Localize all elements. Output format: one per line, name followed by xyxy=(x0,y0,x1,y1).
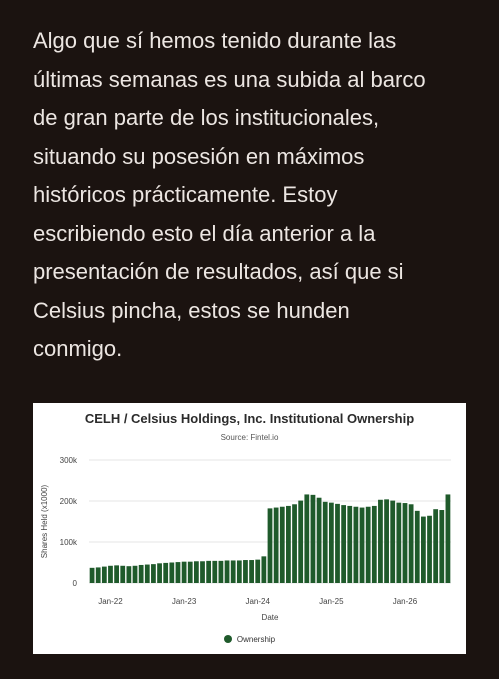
bar xyxy=(304,494,309,583)
post-line: Celsius pincha, estos se hunden xyxy=(33,297,350,323)
chart-title: CELH / Celsius Holdings, Inc. Institutional Ownership xyxy=(84,411,415,426)
bar xyxy=(157,563,162,583)
y-tick-label: 100k xyxy=(59,538,77,547)
bar xyxy=(133,566,138,583)
bar xyxy=(274,508,279,583)
bar xyxy=(360,508,365,583)
bar xyxy=(145,565,150,583)
bar xyxy=(439,510,444,583)
bar xyxy=(169,563,174,584)
bar xyxy=(268,508,273,583)
post-line: presentación de resultados, así que si xyxy=(33,259,404,284)
bar xyxy=(163,563,168,583)
post-text xyxy=(33,22,473,369)
legend-swatch xyxy=(224,635,232,643)
chart-image[interactable] xyxy=(33,403,466,654)
post-line: conmigo. xyxy=(33,336,123,361)
bar xyxy=(126,566,131,583)
bar xyxy=(255,560,260,583)
bar xyxy=(317,498,322,583)
post-line: Algo que sí hemos tenido durante las xyxy=(33,28,397,53)
bar xyxy=(415,511,420,583)
bar xyxy=(329,503,334,583)
x-tick-label: Jan-24 xyxy=(245,597,270,606)
bar xyxy=(237,560,242,583)
bar xyxy=(396,503,401,583)
bar xyxy=(335,504,340,583)
bar xyxy=(292,504,297,583)
bar xyxy=(403,503,408,583)
post-line: situando su posesión en máximos xyxy=(33,143,365,169)
bar xyxy=(354,507,359,583)
x-tick-label: Jan-22 xyxy=(98,597,123,606)
x-tick-label: Jan-25 xyxy=(319,597,344,606)
bar xyxy=(446,494,451,583)
bar xyxy=(231,560,236,583)
bar xyxy=(151,564,156,583)
bar xyxy=(427,516,432,583)
bar xyxy=(421,517,426,583)
x-tick-label: Jan-23 xyxy=(171,597,197,606)
bar xyxy=(433,509,438,583)
chart-subtitle: Source: Fintel.io xyxy=(220,433,279,442)
bar xyxy=(182,562,187,583)
y-tick-label: 300k xyxy=(59,456,77,465)
bar xyxy=(249,560,254,583)
bar xyxy=(176,562,181,583)
bar xyxy=(347,506,352,583)
post-line: de gran parte de los institucionales, xyxy=(33,105,380,130)
bar xyxy=(280,507,285,583)
bar xyxy=(188,562,193,583)
bar xyxy=(114,565,119,583)
bar xyxy=(200,561,205,583)
bar xyxy=(225,560,230,583)
bar xyxy=(390,501,395,583)
bar xyxy=(341,505,346,583)
bar xyxy=(409,504,414,583)
y-tick-label: 200k xyxy=(59,497,77,506)
bar xyxy=(212,561,217,583)
bar xyxy=(366,507,371,583)
bar xyxy=(378,500,383,583)
bar xyxy=(384,499,389,583)
bar xyxy=(206,561,211,583)
post-line: históricos prácticamente. Estoy xyxy=(33,182,338,207)
bar xyxy=(139,565,144,583)
bar xyxy=(311,495,316,583)
y-tick-label: 0 xyxy=(72,579,77,588)
x-axis-title: Date xyxy=(261,613,279,622)
bar xyxy=(96,567,101,583)
y-axis-title: Shares Held (x1000) xyxy=(40,484,49,559)
bar xyxy=(108,566,113,583)
bar xyxy=(243,560,248,583)
bar xyxy=(298,501,303,583)
bar xyxy=(286,506,291,583)
bar xyxy=(372,506,377,583)
post-line: últimas semanas es una subida al barco xyxy=(33,66,426,92)
bar xyxy=(102,567,107,583)
bar xyxy=(261,556,266,583)
bar xyxy=(323,502,328,583)
chart-legend xyxy=(33,635,466,644)
legend-label: Ownership xyxy=(236,635,276,644)
bar xyxy=(120,566,125,583)
bar xyxy=(90,568,95,583)
post-line: escribiendo esto el día anterior a la xyxy=(33,220,376,246)
bar xyxy=(219,561,224,583)
bar xyxy=(194,561,199,583)
x-tick-label: Jan-26 xyxy=(392,597,418,606)
